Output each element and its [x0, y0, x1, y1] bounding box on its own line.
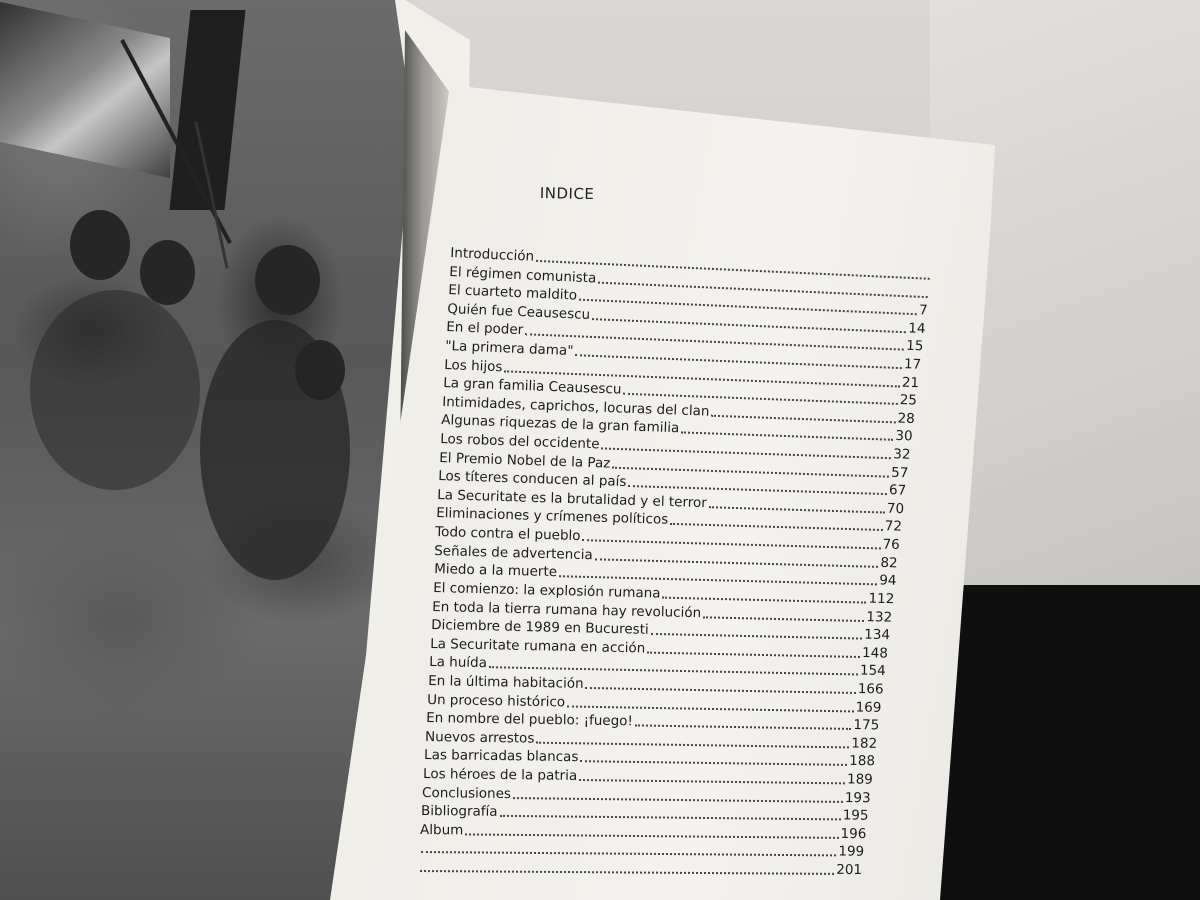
crowd-figure — [255, 245, 320, 315]
toc-entry-page: 189 — [846, 771, 873, 788]
toc-entry-title: Intimidades, caprichos, locuras del clan — [442, 393, 710, 420]
toc-entry-page: 32 — [893, 446, 912, 463]
toc-entry-page: 132 — [865, 608, 892, 626]
toc-entry-page: 166 — [857, 680, 884, 698]
toc-entry-page: 7 — [918, 302, 928, 319]
toc-entry-page: 94 — [878, 572, 897, 590]
toc-entry-title: Nuevos arrestos — [424, 728, 535, 747]
toc-entry-page: 30 — [895, 428, 914, 445]
flag-image — [0, 2, 170, 178]
toc-entry-title: Los robos del occidente — [440, 431, 601, 453]
crowd-figure — [70, 210, 130, 280]
toc-entry-title: En el poder — [446, 319, 524, 339]
toc-entry-page: 72 — [884, 518, 903, 536]
toc-entry-page: 17 — [903, 356, 922, 373]
toc-entry-page: 57 — [891, 464, 909, 481]
crowd-figure — [200, 320, 350, 580]
toc-entry-page: 134 — [863, 626, 890, 644]
toc-entry-title: El cuarteto maldito — [448, 282, 578, 304]
toc-entry-title: Los títeres conducen al país — [438, 468, 628, 491]
toc-entry-title: La Securitate es la brutalidad y el terror — [437, 486, 708, 512]
toc-entry-title: Miedo a la muerte — [433, 561, 557, 581]
toc-entry-page: 148 — [861, 644, 888, 662]
toc-entry-page: 70 — [887, 500, 905, 517]
toc-entry-title: Bibliografía — [420, 803, 498, 820]
toc-entry-title: En la última habitación — [427, 672, 584, 692]
toc-entry-page: 182 — [850, 735, 878, 752]
toc-entry-page: 195 — [842, 807, 869, 824]
toc-entry-title: El Premio Nobel de la Paz — [439, 449, 611, 472]
toc-entry-page: 82 — [880, 554, 899, 572]
toc-entry-title: Introducción — [450, 245, 535, 265]
right-page — [330, 85, 1010, 900]
crowd-figure — [140, 240, 195, 305]
toc-entry-title: Todo contra el pueblo — [435, 524, 582, 545]
toc-entry-title: Las barricadas blancas — [423, 747, 579, 766]
toc-entry-title: En nombre del pueblo: ¡fuego! — [425, 710, 633, 730]
toc-entry-page: 76 — [882, 536, 901, 554]
toc-entry-title: La gran familia Ceausescu — [443, 375, 622, 398]
toc-entry-title: La Securitate rumana en acción — [429, 635, 646, 657]
toc-entry-title: Algunas riquezas de la gran familia — [441, 412, 680, 437]
toc-entry-title: "La primera dama" — [445, 338, 574, 360]
toc-entry-page: 28 — [897, 410, 916, 427]
toc-entry-page: 188 — [848, 753, 875, 770]
crowd-figure — [30, 290, 200, 490]
toc-entry-title: Conclusiones — [421, 784, 511, 802]
toc-entry-page: 196 — [840, 825, 867, 842]
toc-entry-page: 175 — [853, 717, 880, 734]
toc-entry-page: 169 — [855, 699, 882, 716]
toc-entry-title: Un proceso histórico — [426, 691, 565, 710]
toc-entry-title: La huída — [428, 654, 487, 672]
toc-entry-page: 193 — [844, 789, 871, 806]
toc-entry-page: 67 — [889, 482, 907, 499]
toc-entry-page: 15 — [905, 338, 924, 355]
toc-entry-title: Eliminaciones y crímenes políticos — [436, 505, 669, 529]
toc-entry-title: Album — [419, 821, 464, 839]
index-title: INDICE — [539, 184, 595, 204]
toc-entry-title: Los héroes de la patria — [422, 765, 578, 784]
toc-entry-title: Quién fue Ceausescu — [447, 300, 591, 323]
toc-entry-page: 154 — [859, 662, 886, 680]
toc-entry-title: El régimen comunista — [449, 263, 597, 287]
toc-entry-title: En toda la tierra rumana hay revolución — [431, 598, 701, 621]
toc-entry-title: El comienzo: la explosión rumana — [432, 579, 661, 602]
toc-entry-page: 21 — [901, 374, 920, 391]
toc-entry-title: Diciembre de 1989 en Bucuresti — [430, 617, 649, 638]
toc-entry-page: 199 — [838, 843, 865, 861]
toc-entry-title: Señales de advertencia — [434, 542, 594, 563]
toc-entry-page: 25 — [899, 392, 918, 409]
toc-entry-page: 112 — [867, 590, 895, 608]
toc-entry-title: Los hijos — [444, 356, 503, 375]
toc-entry-page: 201 — [836, 861, 863, 879]
toc-entry-page: 14 — [908, 320, 926, 337]
